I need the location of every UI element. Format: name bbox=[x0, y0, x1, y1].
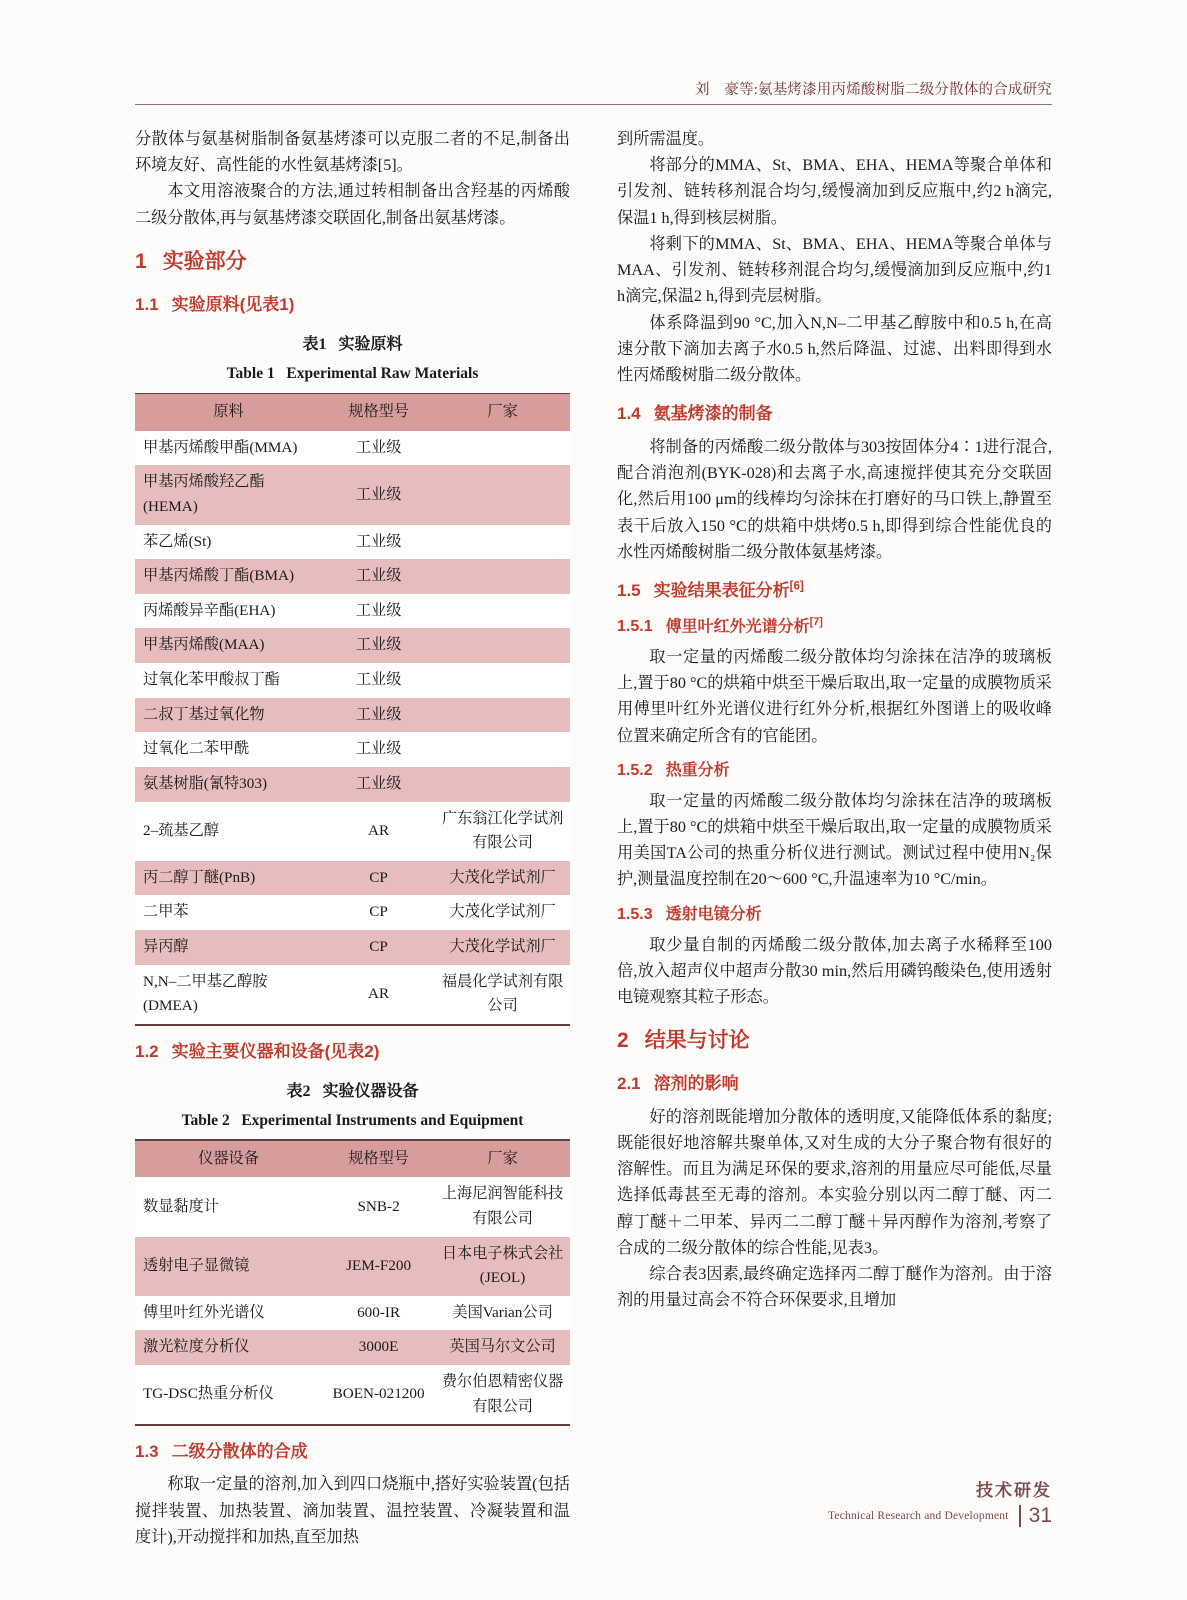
section-heading-1 bbox=[135, 245, 570, 279]
table-1-number-en: Table 1 bbox=[226, 365, 275, 383]
paragraph: 将剩下的MMA、St、BMA、EHA、HEMA等聚合单体与MAA、引发剂、链转移剂混合均匀,缓慢滴加到反应瓶中,约1 h滴完,保温2 h,得到壳层树脂。 bbox=[617, 234, 1052, 306]
left-column bbox=[135, 126, 570, 1550]
table-row bbox=[135, 1365, 570, 1424]
table-1-number-cn: 表1 bbox=[302, 336, 327, 354]
citation-ref: [7] bbox=[809, 615, 823, 628]
table-row bbox=[135, 1330, 570, 1365]
table-1-bottom-rule bbox=[135, 1024, 570, 1026]
table-cell: 过氧化二苯甲酰 bbox=[135, 732, 322, 767]
table-cell: 甲基丙烯酸丁酯(BMA) bbox=[135, 559, 322, 594]
table-2-block bbox=[135, 1079, 570, 1426]
table-row bbox=[135, 698, 570, 733]
table-row bbox=[135, 767, 570, 802]
table-cell: 大茂化学试剂厂 bbox=[435, 895, 570, 930]
paragraph: 取一定量的丙烯酸二级分散体均匀涂抹在洁净的玻璃板上,置于80 °C的烘箱中烘至干燥后取出,取一定量的成膜物质采用美国TA公司的热重分析仪进行测试。测试过程中使用N₂保护,测量温度控制在20～600 °C,升温速率为10 °C/min。 bbox=[617, 791, 1052, 889]
section-heading-1-2 bbox=[135, 1038, 570, 1066]
table-cell bbox=[435, 767, 570, 802]
table-cell bbox=[435, 431, 570, 466]
table-cell: 苯乙烯(St) bbox=[135, 525, 322, 560]
table-1-title-cn: 实验原料 bbox=[338, 336, 403, 354]
table-2-header-row bbox=[135, 1141, 570, 1178]
header-divider bbox=[135, 104, 1052, 105]
table-2-header-cell: 规格型号 bbox=[322, 1141, 435, 1178]
table-cell: 2–巯基乙醇 bbox=[135, 802, 322, 861]
table-2-caption-cn bbox=[135, 1079, 570, 1105]
section-title: 二级分散体的合成 bbox=[171, 1441, 308, 1461]
table-2-title-en: Experimental Instruments and Equipment bbox=[241, 1112, 524, 1129]
table-cell: N,N–二甲基乙醇胺(DMEA) bbox=[135, 965, 322, 1024]
table-2-header-cell: 仪器设备 bbox=[135, 1141, 322, 1178]
section-heading-1-4 bbox=[617, 400, 1052, 428]
table-cell: 丙烯酸异辛酯(EHA) bbox=[135, 594, 322, 629]
table-cell: 大茂化学试剂厂 bbox=[435, 861, 570, 896]
section-number: 1.1 bbox=[135, 294, 159, 314]
table-2-bottom-rule bbox=[135, 1424, 570, 1426]
section-heading-1-1 bbox=[135, 291, 570, 319]
table-1-block bbox=[135, 332, 570, 1025]
table-row bbox=[135, 861, 570, 896]
table-row bbox=[135, 431, 570, 466]
section-heading-1-5-3 bbox=[617, 902, 1052, 928]
section-title: 溶剂的影响 bbox=[653, 1074, 739, 1094]
section-heading-1-5-1 bbox=[617, 614, 1052, 640]
table-cell bbox=[435, 465, 570, 524]
table-cell: 工业级 bbox=[322, 628, 435, 663]
table-1-header-row bbox=[135, 394, 570, 431]
running-header: 刘 豪等:氨基烤漆用丙烯酸树脂二级分散体的合成研究 bbox=[694, 82, 1052, 98]
footer-brand bbox=[828, 1476, 1052, 1528]
right-column bbox=[617, 126, 1052, 1314]
table-row bbox=[135, 1296, 570, 1331]
table-cell: 数显黏度计 bbox=[135, 1177, 322, 1236]
table-row bbox=[135, 628, 570, 663]
table-cell bbox=[435, 525, 570, 560]
table-cell: 氨基树脂(氰特303) bbox=[135, 767, 322, 802]
paragraph: 将部分的MMA、St、BMA、EHA、HEMA等聚合单体和引发剂、链转移剂混合均匀,缓慢滴加到反应瓶中,约2 h滴完,保温1 h,得到核层树脂。 bbox=[617, 156, 1052, 227]
table-cell: SNB-2 bbox=[322, 1177, 435, 1236]
table-row bbox=[135, 802, 570, 861]
table-1-title-en: Experimental Raw Materials bbox=[286, 365, 479, 383]
paragraph: 取少量自制的丙烯酸二级分散体,加去离子水稀释至100倍,放入超声仪中超声分散30 min,然后用磷钨酸染色,使用透射电镜观察其粒子形态。 bbox=[617, 935, 1052, 1006]
table-cell: AR bbox=[322, 802, 435, 861]
paragraph: 取一定量的丙烯酸二级分散体均匀涂抹在洁净的玻璃板上,置于80 °C的烘箱中烘至干燥后取出,取一定量的成膜物质采用傅里叶红外光谱仪进行红外分析,根据红外图谱上的吸收峰位置来确定所含有的官能团。 bbox=[617, 647, 1052, 745]
section-title: 透射电镜分析 bbox=[665, 905, 762, 923]
section-number: 1.5.2 bbox=[617, 761, 653, 779]
table-cell: 工业级 bbox=[322, 431, 435, 466]
table-2 bbox=[135, 1141, 570, 1425]
table-cell: 工业级 bbox=[322, 767, 435, 802]
footer-brand-en: Technical Research and Development bbox=[827, 1510, 1009, 1522]
footer-divider bbox=[1019, 1505, 1021, 1527]
table-cell: 英国马尔文公司 bbox=[435, 1330, 570, 1365]
table-cell bbox=[435, 628, 570, 663]
table-2-title-cn: 实验仪器设备 bbox=[322, 1083, 419, 1101]
table-2-caption-en bbox=[135, 1108, 570, 1133]
table-cell: 大茂化学试剂厂 bbox=[435, 930, 570, 965]
table-cell: 甲基丙烯酸(MAA) bbox=[135, 628, 322, 663]
table-row bbox=[135, 732, 570, 767]
table-cell: CP bbox=[322, 930, 435, 965]
table-cell: 二甲苯 bbox=[135, 895, 322, 930]
paragraph: 好的溶剂既能增加分散体的透明度,又能降低体系的黏度;既能很好地溶解共聚单体,又对生成的大分子聚合物有很好的溶解性。而且为满足环保的要求,溶剂的用量应尽可能低,尽量选择低毒甚至无毒的溶剂。本实验分别以丙二醇丁醚、丙二醇丁醚＋二甲苯、异丙二二醇丁醚＋异丙醇作为溶剂,考察了合成的二级分散体的综合性能,见表3。 bbox=[617, 1107, 1052, 1257]
table-row bbox=[135, 559, 570, 594]
paragraph: 体系降温到90 °C,加入N,N–二甲基乙醇胺中和0.5 h,在高速分散下滴加去离子水0.5 h,然后降温、过滤、出料即得到水性丙烯酸树脂二级分散体。 bbox=[617, 313, 1052, 385]
table-cell: 日本电子株式会社(JEOL) bbox=[435, 1237, 570, 1296]
table-1-header-cell: 原料 bbox=[135, 394, 322, 431]
table-row bbox=[135, 663, 570, 698]
paragraph: 本文用溶液聚合的方法,通过转相制备出含羟基的丙烯酸二级分散体,再与氨基烤漆交联固化,制备出氨基烤漆。 bbox=[135, 182, 570, 227]
table-cell: 透射电子显微镜 bbox=[135, 1237, 322, 1296]
section-number: 1.5 bbox=[617, 581, 641, 601]
section-number: 1.4 bbox=[617, 404, 641, 424]
table-2-number-en: Table 2 bbox=[181, 1112, 230, 1129]
table-row bbox=[135, 465, 570, 524]
citation-ref: [6] bbox=[789, 580, 804, 593]
table-cell: 福晨化学试剂有限公司 bbox=[435, 965, 570, 1024]
section-number: 1.5.3 bbox=[617, 905, 653, 923]
table-row bbox=[135, 525, 570, 560]
section-number: 1.2 bbox=[135, 1041, 159, 1061]
section-title: 氨基烤漆的制备 bbox=[653, 404, 773, 424]
table-1-header-cell: 厂家 bbox=[435, 394, 570, 431]
table-cell: CP bbox=[322, 895, 435, 930]
table-cell bbox=[435, 732, 570, 767]
paragraph: 将制备的丙烯酸二级分散体与303按固体分4∶1进行混合,配合消泡剂(BYK-028)和去离子水,高速搅拌使其充分交联固化,然后用100 μm的线棒均匀涂抹在打磨好的马口铁上,静置至表干后放入150 °C的烘箱中烘烤0.5 h,即得到综合性能优良的水性丙烯酸树脂二级分散体氨基烤漆。 bbox=[617, 437, 1052, 561]
footer-row bbox=[828, 1504, 1052, 1528]
section-number: 1.3 bbox=[135, 1441, 159, 1461]
table-cell: JEM-F200 bbox=[322, 1237, 435, 1296]
section-title: 热重分析 bbox=[665, 761, 730, 779]
section-number: 1.5.1 bbox=[617, 617, 653, 635]
table-cell: 激光粒度分析仪 bbox=[135, 1330, 322, 1365]
table-1-header-cell: 规格型号 bbox=[322, 394, 435, 431]
table-cell: 异丙醇 bbox=[135, 930, 322, 965]
section-heading-1-5 bbox=[617, 577, 1052, 605]
table-2-number-cn: 表2 bbox=[286, 1083, 311, 1101]
paragraph: 到所需温度。 bbox=[617, 130, 715, 148]
table-cell: 傅里叶红外光谱仪 bbox=[135, 1296, 322, 1331]
table-row bbox=[135, 965, 570, 1024]
paragraph: 分散体与氨基树脂制备氨基烤漆可以克服二者的不足,制备出环境友好、高性能的水性氨基烤漆[5]。 bbox=[135, 130, 570, 175]
table-cell: 工业级 bbox=[322, 525, 435, 560]
table-row bbox=[135, 895, 570, 930]
table-row bbox=[135, 594, 570, 629]
section-number: 1 bbox=[135, 249, 147, 273]
table-cell: CP bbox=[322, 861, 435, 896]
table-1 bbox=[135, 394, 570, 1024]
paragraph: 称取一定量的溶剂,加入到四口烧瓶中,搭好实验装置(包括搅拌装置、加热装置、滴加装置、温控装置、冷凝装置和温度计),开动搅拌和加热,直至加热 bbox=[135, 1475, 570, 1546]
table-cell: 工业级 bbox=[322, 594, 435, 629]
section-heading-1-3 bbox=[135, 1438, 570, 1466]
table-cell bbox=[435, 698, 570, 733]
table-1-caption-en bbox=[135, 361, 570, 386]
table-cell: 3000E bbox=[322, 1330, 435, 1365]
section-number: 2 bbox=[617, 1029, 629, 1053]
table-cell: BOEN-021200 bbox=[322, 1365, 435, 1424]
table-cell bbox=[435, 663, 570, 698]
section-title: 实验原料(见表1) bbox=[171, 294, 295, 314]
table-cell: 费尔伯恩精密仪器有限公司 bbox=[435, 1365, 570, 1424]
table-cell: 工业级 bbox=[322, 559, 435, 594]
table-cell: AR bbox=[322, 965, 435, 1024]
table-2-header-cell: 厂家 bbox=[435, 1141, 570, 1178]
table-cell: 工业级 bbox=[322, 465, 435, 524]
table-cell: 广东翁江化学试剂有限公司 bbox=[435, 802, 570, 861]
table-cell: 丙二醇丁醚(PnB) bbox=[135, 861, 322, 896]
table-cell: TG-DSC热重分析仪 bbox=[135, 1365, 322, 1424]
table-cell: 600-IR bbox=[322, 1296, 435, 1331]
section-title: 傅里叶红外光谱分析 bbox=[665, 617, 810, 635]
table-cell: 工业级 bbox=[322, 732, 435, 767]
table-row bbox=[135, 930, 570, 965]
table-cell: 工业级 bbox=[322, 698, 435, 733]
table-cell: 甲基丙烯酸羟乙酯(HEMA) bbox=[135, 465, 322, 524]
section-heading-1-5-2 bbox=[617, 758, 1052, 784]
table-cell: 工业级 bbox=[322, 663, 435, 698]
section-title: 实验部分 bbox=[162, 249, 247, 273]
section-heading-2 bbox=[617, 1024, 1052, 1058]
section-title: 实验结果表征分析 bbox=[653, 581, 790, 601]
table-cell: 二叔丁基过氧化物 bbox=[135, 698, 322, 733]
table-cell: 甲基丙烯酸甲酯(MMA) bbox=[135, 431, 322, 466]
section-title: 实验主要仪器和设备(见表2) bbox=[171, 1041, 380, 1061]
page-number: 31 bbox=[1028, 1504, 1052, 1527]
table-cell: 上海尼润智能科技有限公司 bbox=[435, 1177, 570, 1236]
paragraph: 综合表3因素,最终确定选择丙二醇丁醚作为溶剂。由于溶剂的用量过高会不符合环保要求,且增加 bbox=[617, 1265, 1052, 1310]
table-1-caption-cn bbox=[135, 332, 570, 358]
section-number: 2.1 bbox=[617, 1074, 641, 1094]
section-heading-2-1 bbox=[617, 1070, 1052, 1098]
table-cell bbox=[435, 594, 570, 629]
table-cell: 美国Varian公司 bbox=[435, 1296, 570, 1331]
table-cell bbox=[435, 559, 570, 594]
footer-brand-cn: 技术研发 bbox=[976, 1481, 1052, 1500]
table-row bbox=[135, 1177, 570, 1236]
table-row bbox=[135, 1237, 570, 1296]
section-title: 结果与讨论 bbox=[644, 1029, 750, 1053]
table-cell: 过氧化苯甲酸叔丁酯 bbox=[135, 663, 322, 698]
